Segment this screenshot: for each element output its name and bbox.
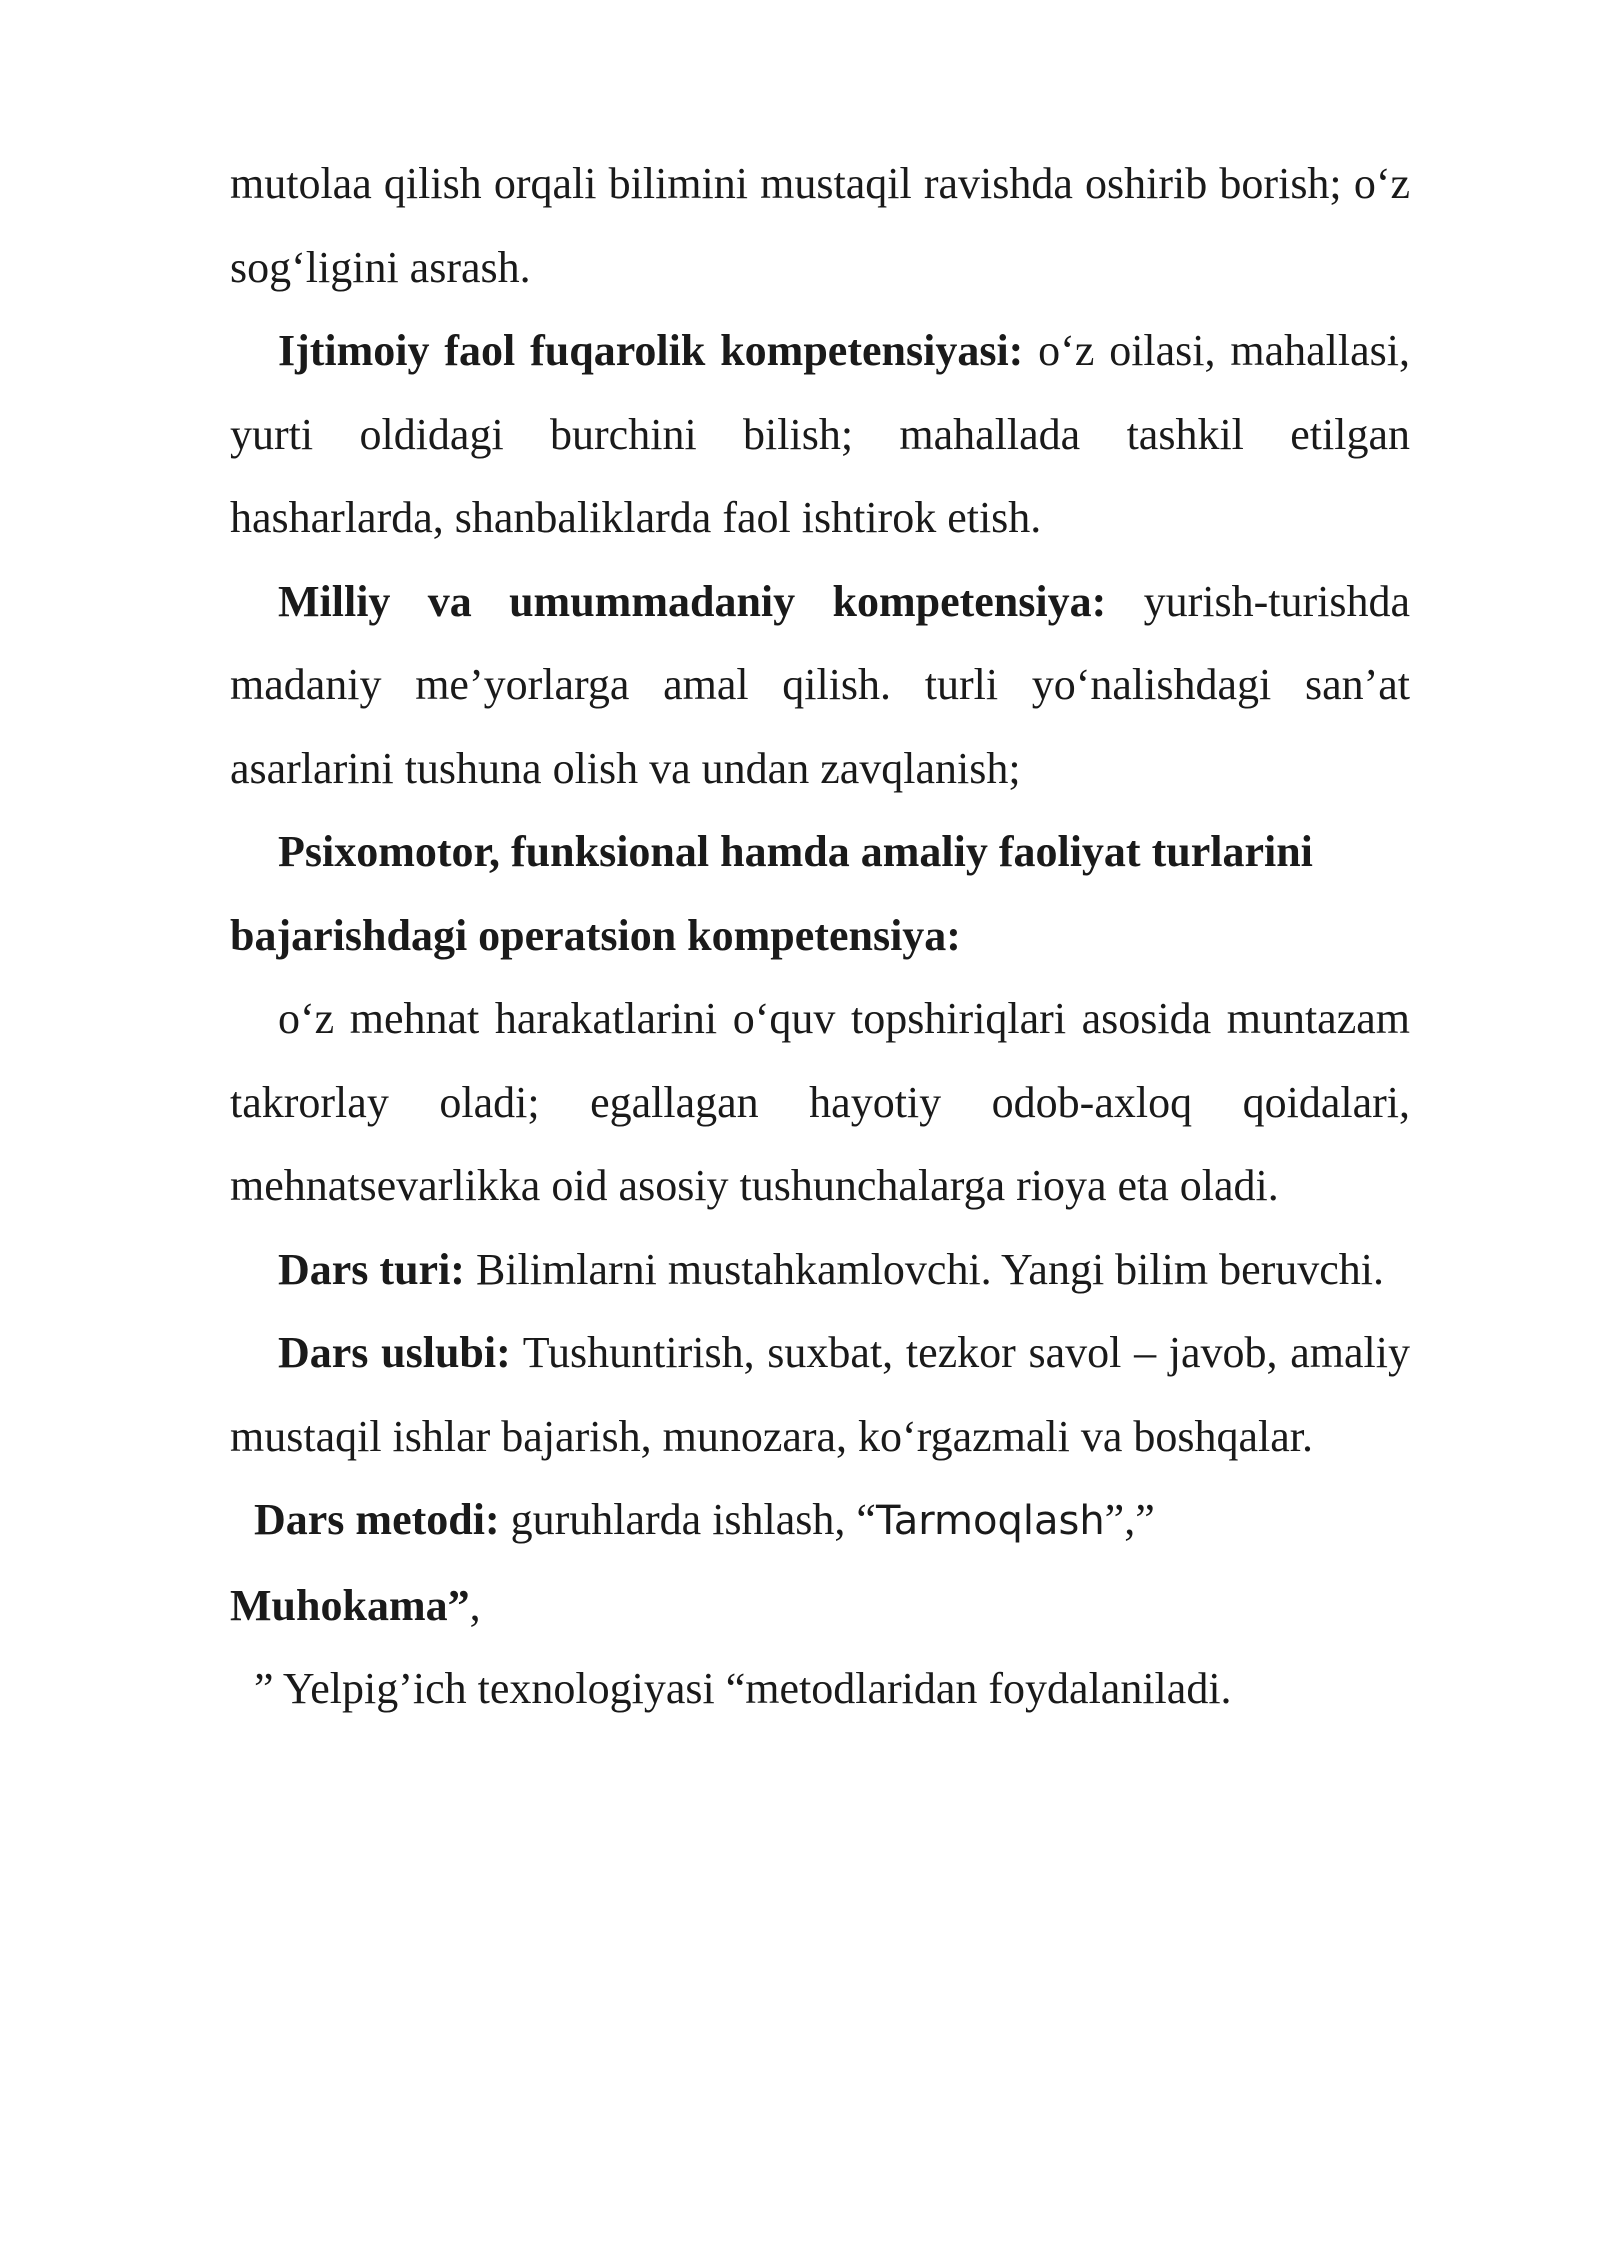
heading-discussion: Muhokama” (230, 1580, 470, 1630)
paragraph-text: mutolaa qilish orqali bilimini mustaqil ravishda oshirib borish; o‘z sog‘ligini asrash. (230, 159, 1410, 292)
paragraph-operational-competence (230, 977, 1410, 1228)
paragraph-lesson-method (230, 1478, 1410, 1564)
paragraph-cultural-competence (230, 560, 1410, 811)
paragraph-text: o‘z oilasi, mahallasi, yurti oldidagi burchini bilish; mahallada tashkil etilgan hasharlarda, shanbaliklarda faol ishtirok etish. (230, 326, 1410, 542)
heading-lesson-type: Dars turi: (278, 1244, 465, 1294)
paragraph-lesson-style (230, 1311, 1410, 1478)
paragraph-operational-competence-heading (230, 810, 1410, 977)
paragraph-text: Bilimlarni mustahkamlovchi. Yangi bilim beruvchi. (464, 1244, 1385, 1294)
paragraph-fan-technology (230, 1647, 1410, 1731)
document-page (230, 142, 1410, 1731)
heading-cultural-competence: Milliy va umummadaniy kompetensiya: (278, 576, 1107, 626)
paragraph-civic-competence (230, 309, 1410, 560)
heading-operational-competence: Psixomotor, funksional hamda amaliy faoliyat turlarini bajarishdagi operatsion kompetensiya: (230, 827, 1313, 960)
paragraph-text: , (469, 1580, 481, 1630)
heading-lesson-style: Dars uslubi: (278, 1328, 511, 1377)
paragraph-text: guruhlarda ishlash, “ (499, 1495, 876, 1544)
paragraph-text: ” Yelpig’ich texnologiyasi “metodlaridan foydalaniladi. (254, 1664, 1232, 1713)
paragraph-reading (230, 142, 1410, 309)
paragraph-text: ”,” (1104, 1495, 1155, 1544)
method-name: Tarmoqlash (875, 1498, 1105, 1544)
paragraph-text: yurish-turishda madaniy me’yorlarga amal qilish. turli yo‘nalishdagi san’at asarlarini tushuna olish va undan zavqlanish; (230, 576, 1410, 793)
paragraph-discussion (230, 1564, 1410, 1648)
heading-civic-competence: Ijtimoiy faol fuqarolik kompetensiyasi: (278, 326, 1024, 375)
paragraph-text: o‘z mehnat harakatlarini o‘quv topshiriqlari asosida muntazam takrorlay oladi; egallagan hayotiy odob-axloq qoidalari, mehnatsevarlikka oid asosiy tushunchalarga rioya eta oladi. (230, 994, 1410, 1210)
paragraph-lesson-type (230, 1228, 1410, 1312)
paragraph-text: Tushuntirish, suxbat, tezkor savol – javob, amaliy mustaqil ishlar bajarish, munozara, ko‘rgazmali va boshqalar. (230, 1328, 1410, 1461)
heading-lesson-method: Dars metodi: (254, 1495, 500, 1544)
